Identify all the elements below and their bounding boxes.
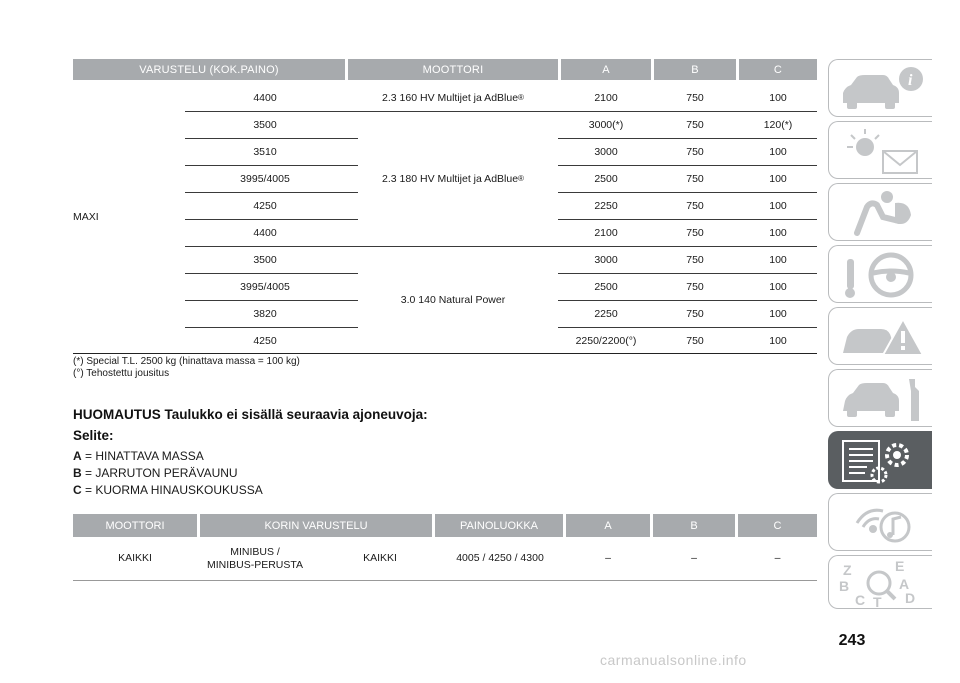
page-number: 243 — [838, 632, 866, 649]
weight-cell: 3500 — [253, 118, 277, 131]
tab-multimedia[interactable] — [828, 493, 932, 551]
b-cell: 750 — [686, 253, 704, 266]
t2-engine: KAIKKI — [118, 552, 152, 564]
t2-header-a: A — [566, 514, 650, 537]
c-cell: 100 — [769, 145, 787, 158]
index-letter-t: T — [873, 594, 882, 610]
weight-cell: 4400 — [253, 226, 277, 239]
c-cell: 100 — [769, 334, 787, 347]
b-cell: 750 — [686, 199, 704, 212]
legend-item-b — [73, 466, 238, 480]
b-cell: 750 — [686, 226, 704, 239]
index-letters-icon — [837, 559, 927, 611]
note-heading: HUOMAUTUS Taulukko ei sisällä seuraavia ajoneuvoja: — [73, 407, 428, 422]
c-cell: 100 — [769, 307, 787, 320]
header-c: C — [739, 59, 817, 80]
table-bottom-rule — [73, 353, 817, 354]
engine-label-3: 3.0 140 Natural Power — [400, 293, 506, 306]
weight-cell: 4400 — [253, 91, 277, 104]
t2-header-b: B — [653, 514, 735, 537]
t2-weight-class: 4005 / 4250 / 4300 — [456, 552, 544, 564]
tab-index[interactable] — [828, 555, 932, 609]
tab-car-tools[interactable] — [828, 369, 932, 427]
legend-key-c: C — [73, 483, 82, 497]
header-a: A — [561, 59, 651, 80]
b-cell: 750 — [686, 307, 704, 320]
b-cell: 750 — [686, 280, 704, 293]
technical-data-icon — [837, 435, 927, 487]
legend-key-b: B — [73, 466, 82, 480]
index-letter-c: C — [855, 592, 866, 608]
t2-body-line2: MINIBUS-PERUSTA — [206, 559, 304, 571]
weight-cell: 3995/4005 — [240, 280, 290, 293]
header-equipment: VARUSTELU (KOK.PAINO) — [73, 59, 345, 80]
index-letter-e: E — [895, 559, 905, 574]
b-cell: 750 — [686, 91, 704, 104]
engine-label-1: 2.3 160 HV Multijet ja AdBlue ® — [382, 91, 524, 104]
group-label-maxi: MAXI — [73, 210, 99, 223]
engine-label-2: 2.3 180 HV Multijet ja AdBlue ® — [382, 172, 524, 185]
header-engine: MOOTTORI — [348, 59, 558, 80]
engine-label-2-text: 2.3 180 HV Multijet ja AdBlue — [382, 172, 519, 185]
a-cell: 2250/2200(°) — [575, 334, 637, 347]
tab-airbag-seat[interactable] — [828, 183, 932, 241]
tab-road-hazard[interactable] — [828, 307, 932, 365]
weight-cell: 3510 — [253, 145, 277, 158]
a-cell: 2250 — [594, 307, 618, 320]
t2-header-c: C — [738, 514, 817, 537]
t2-body-line1: MINIBUS / — [230, 546, 280, 558]
c-cell: 120(*) — [763, 118, 793, 131]
t2-c: – — [774, 552, 781, 564]
c-cell: 100 — [769, 226, 787, 239]
legend-title: Selite: — [73, 428, 114, 443]
t2-a: – — [605, 552, 611, 564]
c-cell: 100 — [769, 91, 787, 104]
index-letter-z: Z — [843, 562, 852, 578]
a-cell: 2100 — [594, 226, 618, 239]
t2-body-extra: KAIKKI — [363, 552, 397, 564]
legend-key-a: A — [73, 449, 82, 463]
car-tools-icon — [837, 373, 927, 425]
footnote-suspension: (°) Tehostettu jousitus — [73, 368, 170, 379]
warning-lights-icon — [837, 125, 927, 177]
weight-cell: 4250 — [253, 334, 277, 347]
c-cell: 100 — [769, 253, 787, 266]
header-b: B — [654, 59, 736, 80]
engine-label-1-text: 2.3 160 HV Multijet ja AdBlue — [382, 91, 519, 104]
t2-bottom-rule — [73, 580, 817, 581]
weight-cell: 4250 — [253, 199, 277, 212]
index-letter-d: D — [905, 590, 916, 606]
tab-warning-lights[interactable] — [828, 121, 932, 179]
t2-header-body: KORIN VARUSTELU — [200, 514, 432, 537]
multimedia-icon — [837, 497, 927, 549]
a-cell: 2250 — [594, 199, 618, 212]
svg-text:i: i — [908, 72, 913, 89]
airbag-seat-icon — [837, 187, 927, 239]
car-info-icon — [837, 63, 927, 115]
a-cell: 3000(*) — [588, 118, 624, 131]
weight-cell: 3820 — [253, 307, 277, 320]
index-letter-a: A — [899, 576, 910, 592]
legend-text-c: = KUORMA HINAUSKOUKUSSA — [81, 483, 263, 497]
t2-body — [195, 544, 315, 574]
c-cell: 100 — [769, 199, 787, 212]
weight-cell: 3500 — [253, 253, 277, 266]
a-cell: 2500 — [594, 172, 618, 185]
a-cell: 3000 — [594, 253, 618, 266]
watermark: carmanualsonline.info — [600, 652, 747, 668]
legend-item-c — [73, 483, 263, 497]
c-cell: 100 — [769, 280, 787, 293]
b-cell: 750 — [686, 172, 704, 185]
t2-header-engine: MOOTTORI — [73, 514, 197, 537]
legend-text-a: = HINATTAVA MASSA — [81, 449, 204, 463]
steering-wheel-icon — [837, 249, 927, 301]
footnote-special: (*) Special T.L. 2500 kg (hinattava massa = 100 kg) — [73, 356, 300, 367]
legend-text-b: = JARRUTON PERÄVAUNU — [81, 466, 238, 480]
a-cell: 2100 — [594, 91, 618, 104]
tab-car-info[interactable] — [828, 59, 932, 117]
c-cell: 100 — [769, 172, 787, 185]
b-cell: 750 — [686, 145, 704, 158]
b-cell: 750 — [686, 334, 704, 347]
a-cell: 2500 — [594, 280, 618, 293]
index-letter-b: B — [839, 578, 850, 594]
a-cell: 3000 — [594, 145, 618, 158]
b-cell: 750 — [686, 118, 704, 131]
road-hazard-icon — [837, 311, 927, 363]
legend-item-a — [73, 449, 204, 463]
tab-steering[interactable] — [828, 245, 932, 303]
weight-cell: 3995/4005 — [240, 172, 290, 185]
t2-header-weight-class: PAINOLUOKKA — [435, 514, 563, 537]
tab-technical-data[interactable] — [828, 431, 932, 489]
t2-b: – — [691, 552, 697, 564]
